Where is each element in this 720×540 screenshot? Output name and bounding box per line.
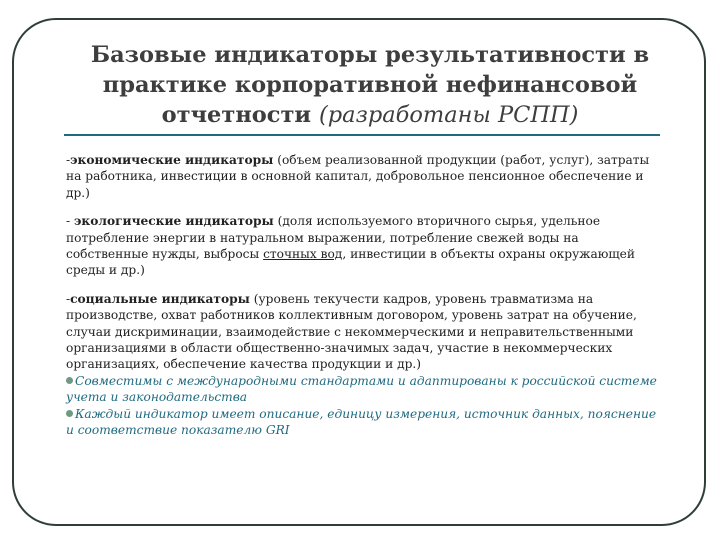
title-divider [64, 134, 660, 136]
title-subtitle: (разработаны РСПП) [318, 102, 579, 128]
ecological-underlined-text: сточных вод [263, 247, 343, 262]
economic-prefix: - [66, 153, 71, 167]
social-indicators-term: социальные индикаторы [70, 291, 250, 306]
ecological-indicators-term: экологические индикаторы [74, 214, 274, 229]
social-indicators-paragraph [66, 291, 662, 373]
slide-title [60, 40, 680, 130]
bullet-icon [66, 377, 73, 384]
social-prefix: - [66, 291, 71, 306]
ecological-prefix: - [66, 214, 74, 229]
slide-content [66, 152, 662, 439]
economic-indicators-paragraph [66, 152, 662, 201]
economic-indicators-text: (объем реализованной продукции (работ, услуг), затраты на работника, инвестиции в основной капитал, добровольное пенсионное обеспечение и др.) [66, 153, 650, 200]
note-description [66, 406, 662, 439]
ecological-indicators-text-before: (доля используемого вторичного сырья, удельное потребление энергии в натуральном выражении, потребление свежей воды на собственные нужды, выбросы [66, 214, 601, 262]
social-indicators-text: (уровень текучести кадров, уровень травматизма на производстве, охват работников коллективным договором, уровень затрат на обучение, случаи дискриминации, взаимодействие с некоммерческими и неправительственными организациями в области общественно-значимых задач, участие в некоммерческих организациях, обеспечение качества продукции и др.) [66, 291, 637, 372]
note-description-text: Каждый индикатор имеет описание, единицу измерения, источник данных, пояснение и соответствие показателю GRI [66, 406, 657, 438]
title-main: Базовые индикаторы результативности в практике корпоративной нефинансовой отчетности [90, 42, 650, 128]
bullet-icon [66, 410, 73, 417]
note-compatibility-text: Совместимы с международными стандартами и адаптированы к российской системе учета и законодательства [66, 373, 657, 405]
ecological-indicators-text-after: , инвестиции в объекты охраны окружающей среды и др.) [66, 247, 636, 278]
economic-indicators-term: экономические индикаторы [70, 153, 274, 167]
ecological-indicators-paragraph [66, 213, 662, 279]
note-compatibility [66, 373, 662, 406]
